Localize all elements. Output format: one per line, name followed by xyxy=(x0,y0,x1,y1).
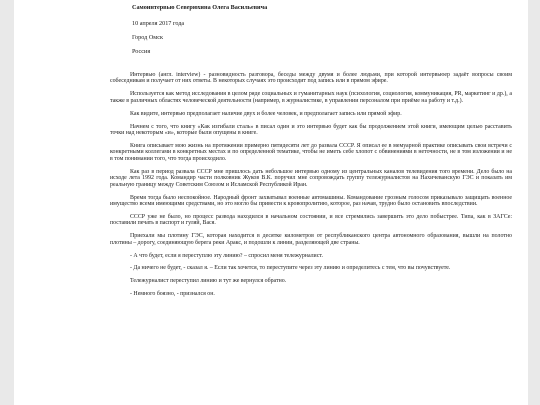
paragraph: Начнем с того, что книгу «Как изгибали сталь» в писал один и это интервью будет как бы продолжением этой книги, имеющим целью расставить точки над некоторым «и», которые были опущены в книге. xyxy=(110,123,512,137)
paragraph: Приехали мы плотину ГЭС, которая находится в десятке километров от республиканского центра автономного образования, вышли на полотно плотины – дорогу, соединяющую берега реки Аракс, и подошли к линии, разделяющей две страны. xyxy=(110,233,512,246)
paragraph: Книга описывает мою жизнь на протяжении примерно пятидесяти лет до развала СССР. Я описал ее в мемуарной практике описывать свои встречи с конкретными коллегами в конкретных местах и по определенной тематике, чтобы не иметь себе хлопот с обвинениями в неточности, не в том изложении и не в том понимании того, что тогда происходило. xyxy=(110,142,512,162)
paragraph: Интервью (англ. interview) - разновидность разговора, беседы между двумя и более людьми, при которой интервьюер задаёт вопросы своим собеседникам и получает от них ответы. В некоторых случаях это происходит под запись или в прямом эфире. xyxy=(110,72,512,85)
paragraph: Как раз в период развала СССР мне пришлось дать небольшое интервью одному из центральных каналов телевидения того времени. Дело было на исходе лета 1992 года. Командир части полковник Жуков В.К. поручил мне сопровождать группу тележурналистов на Нахичеванскую ГЭС и показать им реальную границу между Советским Союзом и Исламской Республикой Иран. xyxy=(110,168,512,188)
document-country: Россия xyxy=(132,48,151,55)
document-author: Самоинтервью Северюхина Олега Васильевича xyxy=(132,4,268,11)
paragraph: Как видите, интервью предполагает наличие двух и более человек, и предполагает запись или прямой эфир. xyxy=(130,110,402,117)
document-city: Город Омск xyxy=(132,34,163,41)
document-body xyxy=(110,72,512,304)
paragraph: СССР уже не было, но процесс развода находился в начальном состоянии, и все стремились завершить это дело побыстрее. Типа, как в ЗАГСе: поставили печать в паспорт и гуляй, Вася. xyxy=(110,213,512,227)
paragraph: Тележурналист переступил линию и тут же вернулся обратно. xyxy=(130,278,287,285)
paragraph: - А что будет, если я переступлю эту линию? – спросил меня тележурналист. xyxy=(130,252,323,259)
paragraph: Используется как метод исследования в целом ряде социальных и гуманитарных наук (психология, социология, коммуникация, PR, маркетинг и др.), а также в различных областях человеческой деятельности (например, в журналистике, в управлении персоналом при приёме на работу и т.д.). xyxy=(110,91,512,104)
paragraph: Время тогда было неспокойное. Народный фронт захватывал военные автомашины. Командование грозным голосом приказывало защищать военное имущество всеми имеющими средствами, но это могло бы привести к кровопролитию, которое, раз начав, трудно было остановить впоследствии. xyxy=(110,194,512,207)
paragraph: - Немного боязно, - признался он. xyxy=(130,291,215,298)
document-page xyxy=(14,0,528,405)
paragraph: - Да ничего не будет, - сказал я. – Если так хочется, то переступите через эту линию и определитесь с тем, что вы почувствуете. xyxy=(130,265,451,272)
document-date: 10 апреля 2017 года xyxy=(132,20,185,27)
